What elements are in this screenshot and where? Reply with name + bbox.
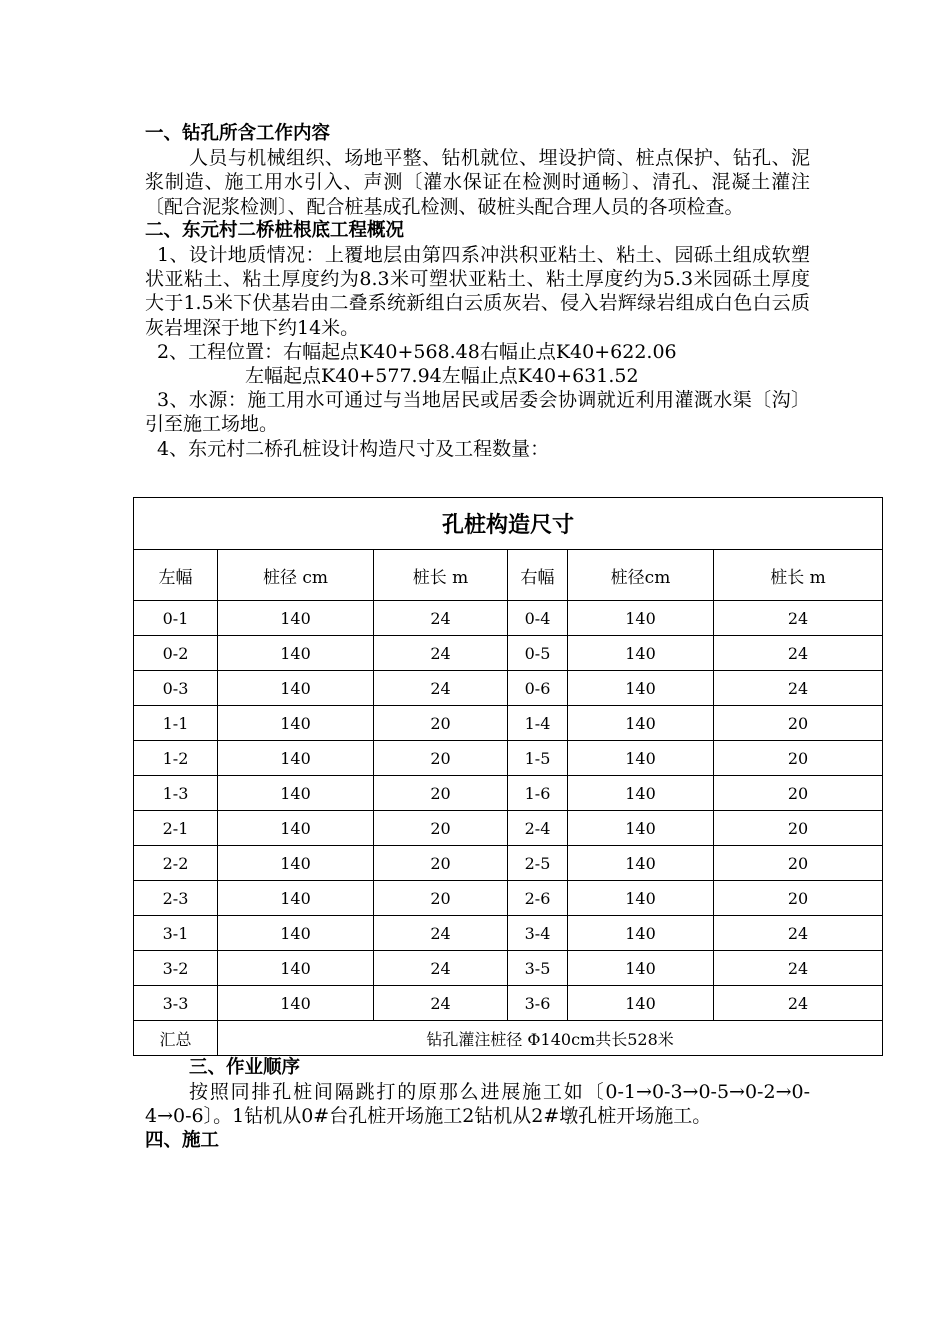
- table-cell: 20: [374, 881, 508, 916]
- table-cell: 3-1: [134, 916, 218, 951]
- table-cell: 20: [374, 811, 508, 846]
- table-cell: 3-4: [508, 916, 568, 951]
- table-cell: 2-5: [508, 846, 568, 881]
- table-cell: 1-2: [134, 741, 218, 776]
- table-row: [134, 601, 883, 636]
- table-cell: 20: [714, 706, 883, 741]
- table-row: [134, 776, 883, 811]
- table-cell: 140: [218, 846, 374, 881]
- section-3-heading: 三、作业顺序: [189, 1057, 301, 1078]
- table-cell: 0-5: [508, 636, 568, 671]
- table-cell: 20: [714, 846, 883, 881]
- table-cell: 24: [374, 916, 508, 951]
- table-cell: 20: [374, 706, 508, 741]
- table-cell: 1-5: [508, 741, 568, 776]
- table-row: [134, 916, 883, 951]
- table-cell: 2-4: [508, 811, 568, 846]
- table-cell: 24: [714, 951, 883, 986]
- table-cell: 0-6: [508, 671, 568, 706]
- section-4-heading: 四、施工: [145, 1129, 220, 1151]
- table-row: [134, 671, 883, 706]
- table-cell: 140: [568, 986, 714, 1021]
- table-cell: 140: [568, 741, 714, 776]
- table-cell: 2-1: [134, 811, 218, 846]
- table-title-row: [134, 498, 883, 550]
- table-cell: 1-3: [134, 776, 218, 811]
- section-3-body: 按照同排孔桩间隔跳打的原那么进展施工如〔0-1→0-3→0-5→0-2→0-4→0-6〕。1钻机从0#台孔桩开场施工2钻机从2#墩孔桩开场施工。: [145, 1081, 810, 1128]
- table-cell: 0-1: [134, 601, 218, 636]
- table-cell: 3-6: [508, 986, 568, 1021]
- section-1-heading: 一、钻孔所含工作内容: [145, 123, 331, 144]
- table-row: [134, 951, 883, 986]
- table-cell: 20: [374, 846, 508, 881]
- table-cell: 24: [714, 601, 883, 636]
- table-row: [134, 706, 883, 741]
- table-cell: 20: [374, 776, 508, 811]
- table-cell: 24: [714, 636, 883, 671]
- table-cell: 20: [714, 776, 883, 811]
- table-cell: 1-1: [134, 706, 218, 741]
- table-cell: 3-3: [134, 986, 218, 1021]
- table-cell: 140: [218, 811, 374, 846]
- header-right-side: 右幅: [508, 550, 568, 601]
- table-cell: 24: [374, 601, 508, 636]
- table-cell: 0-2: [134, 636, 218, 671]
- table-cell: 140: [218, 916, 374, 951]
- table-cell: 24: [374, 636, 508, 671]
- table-cell: 140: [218, 741, 374, 776]
- table-cell: 3-5: [508, 951, 568, 986]
- table-cell: 24: [374, 986, 508, 1021]
- table-row: [134, 811, 883, 846]
- table-cell: 140: [568, 671, 714, 706]
- document-body: [145, 122, 810, 461]
- table-cell: 140: [568, 811, 714, 846]
- table-cell: 140: [568, 776, 714, 811]
- table-cell: 3-2: [134, 951, 218, 986]
- table-row: [134, 986, 883, 1021]
- header-right-length: 桩长 m: [714, 550, 883, 601]
- table-cell: 24: [714, 671, 883, 706]
- table-cell: 140: [218, 706, 374, 741]
- table-row: [134, 636, 883, 671]
- table-intro-line: 4、东元村二桥孔桩设计构造尺寸及工程数量：: [157, 437, 550, 460]
- header-left-length: 桩长 m: [374, 550, 508, 601]
- table-cell: 140: [218, 776, 374, 811]
- pile-spec-table: [133, 497, 883, 1056]
- table-row: [134, 881, 883, 916]
- table-cell: 140: [568, 601, 714, 636]
- section-2-heading: 二、东元村二桥桩根底工程概况: [145, 219, 405, 241]
- table-cell: 24: [714, 986, 883, 1021]
- table-header-row: [134, 550, 883, 601]
- summary-label: 汇总: [134, 1021, 218, 1056]
- table-cell: 140: [218, 601, 374, 636]
- header-left-side: 左幅: [134, 550, 218, 601]
- table-cell: 0-3: [134, 671, 218, 706]
- table-row: [134, 741, 883, 776]
- table-cell: 1-4: [508, 706, 568, 741]
- table-cell: 140: [568, 916, 714, 951]
- header-right-diameter: 桩径cm: [568, 550, 714, 601]
- location-left-line: 左幅起点K40+577.94左幅止点K40+631.52: [245, 365, 639, 388]
- geology-paragraph: 1、设计地质情况：上覆地层由第四系冲洪积亚粘土、粘土、园砾土组成软塑状亚粘土、粘土厚度约为8.3米可塑状亚粘土、粘土厚度约为5.3米园砾土厚度大于1.5米下伏基岩由二叠系统新组白云质灰岩、侵入岩辉绿岩组成白色白云质灰岩埋深于地下约14米。: [145, 244, 810, 339]
- document-body-continued: [145, 1056, 810, 1153]
- table-cell: 24: [374, 671, 508, 706]
- table-cell: 24: [374, 951, 508, 986]
- table-cell: 20: [714, 741, 883, 776]
- table-cell: 140: [218, 881, 374, 916]
- table-summary-row: [134, 1021, 883, 1056]
- location-right-line: 2、工程位置：右幅起点K40+568.48右幅止点K40+622.06: [157, 340, 677, 363]
- table-cell: 140: [568, 881, 714, 916]
- table-cell: 140: [568, 706, 714, 741]
- table-row: [134, 846, 883, 881]
- table-cell: 20: [714, 881, 883, 916]
- table-cell: 0-4: [508, 601, 568, 636]
- table-cell: 2-2: [134, 846, 218, 881]
- table-cell: 1-6: [508, 776, 568, 811]
- table-cell: 140: [218, 671, 374, 706]
- table-cell: 24: [714, 916, 883, 951]
- table-cell: 140: [218, 951, 374, 986]
- table-cell: 2-6: [508, 881, 568, 916]
- table-cell: 140: [218, 636, 374, 671]
- table-cell: 140: [568, 951, 714, 986]
- table-cell: 20: [374, 741, 508, 776]
- table-cell: 2-3: [134, 881, 218, 916]
- table-cell: 140: [568, 846, 714, 881]
- summary-text: 钻孔灌注桩径 Φ140cm共长528米: [218, 1021, 883, 1056]
- header-left-diameter: 桩径 cm: [218, 550, 374, 601]
- table-cell: 140: [568, 636, 714, 671]
- table-title: 孔桩构造尺寸: [134, 498, 883, 550]
- table-cell: 20: [714, 811, 883, 846]
- table-cell: 140: [218, 986, 374, 1021]
- water-source-paragraph: 3、水源：施工用水可通过与当地居民或居委会协调就近利用灌溉水渠〔沟〕引至施工场地。: [145, 389, 810, 436]
- section-1-body: 人员与机械组织、场地平整、钻机就位、埋设护筒、桩点保护、钻孔、泥浆制造、施工用水引入、声测〔灌水保证在检测时通畅〕、清孔、混凝土灌注〔配合泥浆检测〕、配合桩基成孔检测、破桩头配合理人员的各项检查。: [145, 147, 810, 218]
